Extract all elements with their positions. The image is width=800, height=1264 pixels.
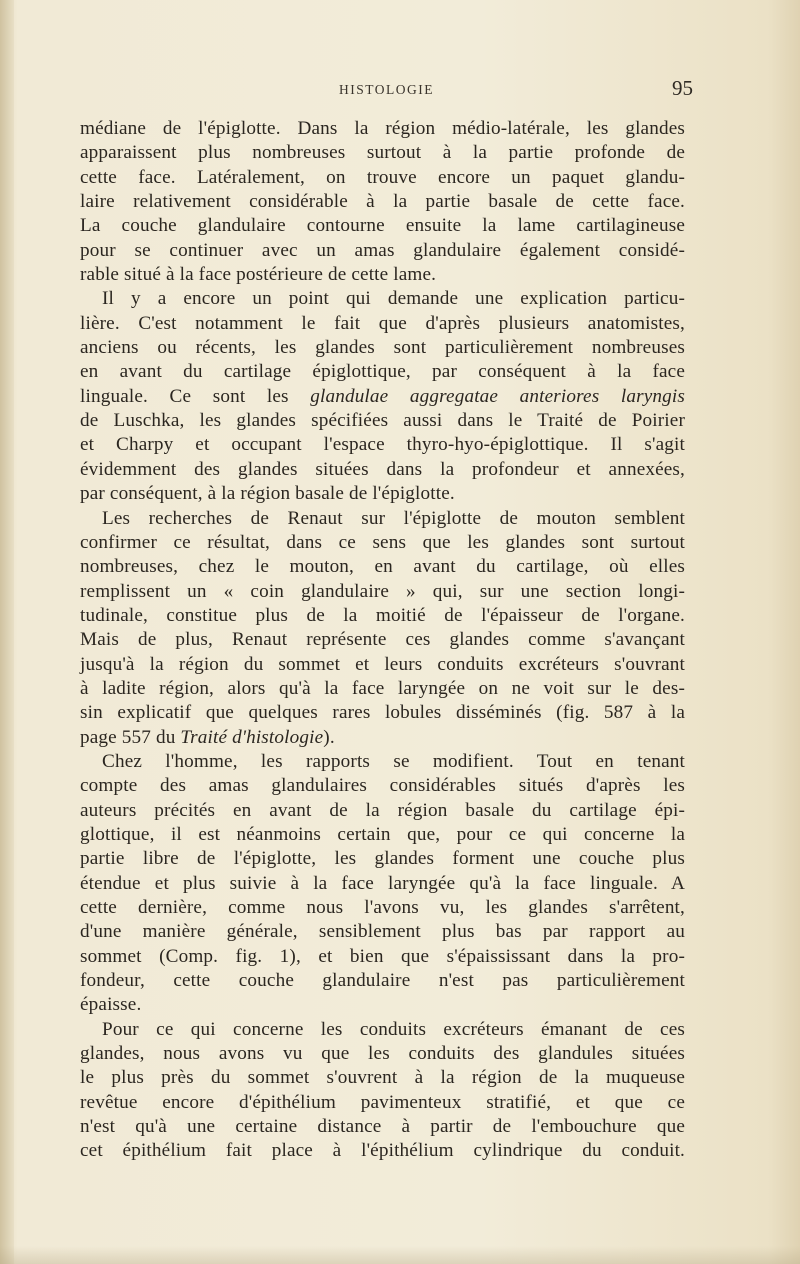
text-line: épaisse. — [80, 994, 142, 1016]
text-line: tudinale, constitue plus de la moitié de l'épaisseur de l'organe. — [80, 604, 685, 626]
page-gutter-shadow — [0, 0, 14, 1264]
body-text — [80, 117, 685, 1164]
text-line: sommet (Comp. fig. 1), et bien que s'épaississant dans la pro- — [80, 945, 685, 967]
text-line: de Luschka, les glandes spécifiées aussi dans le Traité de Poirier — [80, 410, 685, 432]
text-line: partie libre de l'épiglotte, les glandes forment une couche plus — [80, 848, 685, 870]
latin-term: glandulae aggregatae anteriores laryngis — [310, 385, 685, 407]
text-line: glandes, nous avons vu que les conduits des glandules situées — [80, 1043, 685, 1065]
text-line: jusqu'à la région du sommet et leurs conduits excréteurs s'ouvrant — [80, 653, 685, 675]
text-line: par conséquent, à la région basale de l'épiglotte. — [80, 483, 455, 505]
page-header — [80, 76, 693, 102]
text-line: compte des amas glandulaires considérables situés d'après les — [80, 775, 685, 797]
text-line: étendue et plus suivie à la face laryngée qu'à la face linguale. A — [80, 872, 685, 894]
text-line: laire relativement considérable à la partie basale de cette face. — [80, 191, 685, 213]
text-line: le plus près du sommet s'ouvrent à la région de la muqueuse — [80, 1067, 685, 1089]
page-bottom-edge — [0, 1246, 800, 1264]
running-head: HISTOLOGIE — [339, 82, 434, 97]
text-line: d'une manière générale, sensiblement plus bas par rapport au — [80, 921, 685, 943]
text-line: en avant du cartilage épiglottique, par conséquent à la face — [80, 361, 685, 383]
text-line: cette dernière, comme nous l'avons vu, les glandes s'arrêtent, — [80, 897, 685, 918]
text-line: à ladite région, alors qu'à la face laryngée on ne voit sur le des- — [80, 677, 685, 699]
text-line: sin explicatif que quelques rares lobules disséminés (fig. 587 à la — [80, 702, 685, 724]
text-line: cet épithélium fait place à l'épithélium cylindrique du conduit. — [80, 1140, 685, 1162]
text-line: revêtue encore d'épithélium pavimenteux stratifié, et que ce — [80, 1091, 685, 1113]
text-line: remplissent un « coin glandulaire » qui, sur une section longi- — [80, 580, 685, 602]
text-line: et Charpy et occupant l'espace thyro-hyo-épiglottique. Il s'agit — [80, 434, 685, 456]
text-line-mixed — [80, 726, 685, 750]
text-line: glottique, il est néanmoins certain que, pour ce qui concerne la — [80, 823, 685, 845]
text-line: apparaissent plus nombreuses surtout à la partie profonde de — [80, 142, 685, 164]
book-title: Traité d'histologie — [180, 726, 324, 748]
text-line: Mais de plus, Renaut représente ces glandes comme s'avançant — [80, 629, 685, 651]
text-line: Il y a encore un point qui demande une explication particu- — [102, 288, 685, 310]
page-number: 95 — [672, 76, 693, 100]
text-line: lière. C'est notamment le fait que d'après plusieurs anatomistes, — [80, 312, 685, 334]
text-line: n'est qu'à une certaine distance à partir de l'embouchure que — [80, 1116, 685, 1138]
text-line: auteurs précités en avant de la région basale du cartilage épi- — [80, 799, 685, 821]
text-run: linguale. Ce sont les — [80, 385, 289, 407]
text-line: rable situé à la face postérieure de cette lame. — [80, 264, 437, 286]
text-line: La couche glandulaire contourne ensuite la lame cartilagineuse — [80, 215, 685, 237]
text-line: confirmer ce résultat, dans ce sens que les glandes sont surtout — [80, 531, 685, 553]
text-line: évidemment des glandes situées dans la profondeur et annexées, — [80, 458, 685, 480]
text-line: cette face. Latéralement, on trouve encore un paquet glandu- — [80, 166, 685, 188]
text-run: ). — [323, 726, 335, 748]
text-line: Pour ce qui concerne les conduits excréteurs émanant de ces — [102, 1018, 685, 1040]
text-line: Chez l'homme, les rapports se modifient. Tout en tenant — [102, 750, 685, 772]
text-line: pour se continuer avec un amas glandulaire également considé- — [80, 239, 685, 261]
text-run: page 557 du — [80, 726, 176, 748]
text-line: anciens ou récents, les glandes sont particulièrement nombreuses — [80, 337, 685, 359]
text-line-mixed — [80, 385, 685, 409]
text-line: médiane de l'épiglotte. Dans la région médio-latérale, les glandes — [80, 118, 685, 139]
text-line: nombreuses, chez le mouton, en avant du cartilage, où elles — [80, 556, 685, 578]
text-line: Les recherches de Renaut sur l'épiglotte de mouton semblent — [102, 507, 685, 529]
text-line: fondeur, cette couche glandulaire n'est pas particulièrement — [80, 970, 685, 992]
